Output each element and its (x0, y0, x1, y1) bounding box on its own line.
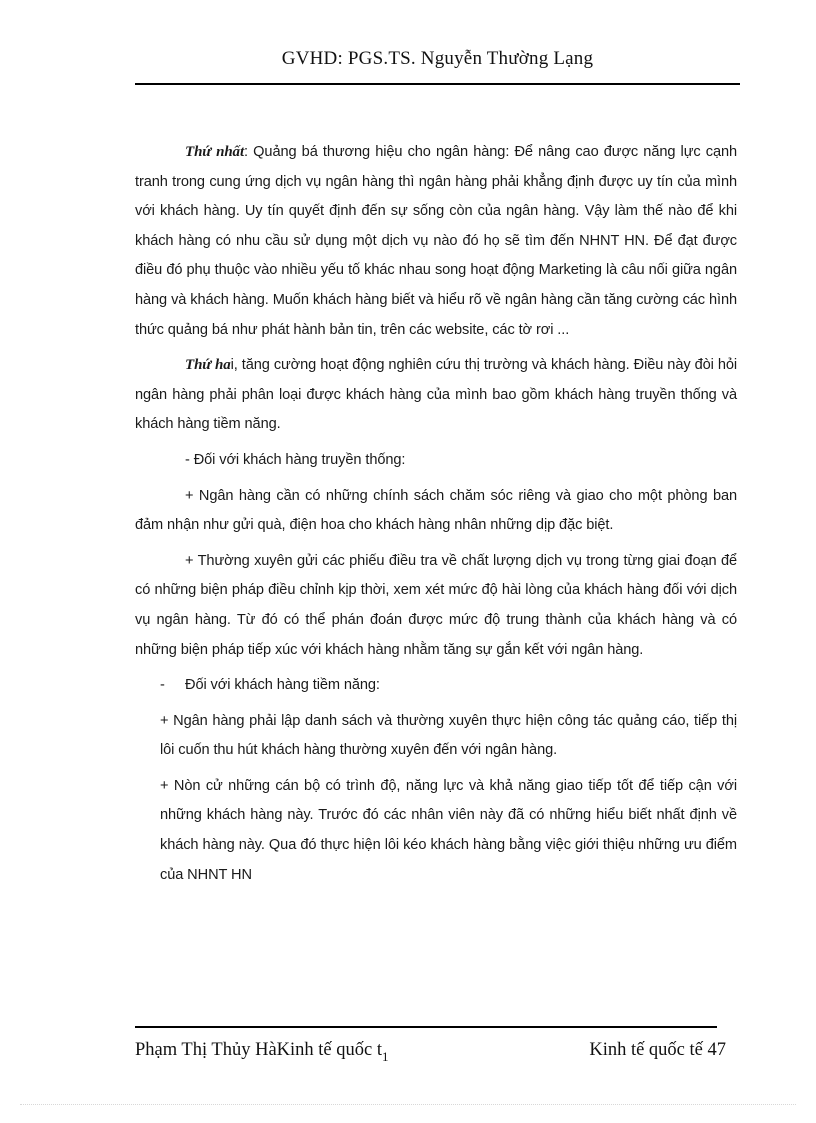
potential-customers-heading (135, 671, 737, 701)
traditional-item-2: + Thường xuyên gửi các phiếu điều tra về chất lượng dịch vụ trong từng giai đoạn để có những biện pháp điều chỉnh kịp thời, xem xét mức độ hài lòng của khách hàng đối với dịch vụ ngân hàng. Từ đó có thể phán đoán được mức độ trung thành của khách hàng và có những biện pháp tiếp xúc với khách hàng nhằm tăng sự gắn kết với ngân hàng. (135, 552, 737, 658)
traditional-item-1: + Ngân hàng cần có những chính sách chăm sóc riêng và giao cho một phòng ban đảm nhận như gửi quà, điện hoa cho khách hàng nhân những dịp đặc biệt. (135, 487, 737, 534)
footer-author-text: Phạm Thị Thủy HàKinh tế quốc t (135, 1040, 382, 1060)
paragraph-first-text: : Quảng bá thương hiệu cho ngân hàng: Để nâng cao được năng lực cạnh tranh trong cung ứng dịch vụ ngân hàng thì ngân hàng phải khẳng định được uy tín của mình với khách hàng. Uy tín quyết định đến sự sống còn của ngân hàng. Vậy làm thế nào để khi khách hàng có nhu cầu sử dụng một dịch vụ nào đó họ sẽ tìm đến NHNT HN. Để đạt được điều đó phụ thuộc vào nhiều yếu tố khác nhau song hoạt động Marketing là câu nối giữa ngân hàng và khách hàng. Muốn khách hàng biết và hiểu rõ về ngân hàng cần tăng cường các hình thức quảng bá như phát hành bản tin, trên các website, các tờ rơi ... (135, 144, 737, 338)
header-rule (135, 83, 740, 85)
document-body (135, 138, 737, 896)
lead-in-first: Thứ nhất (185, 144, 245, 160)
potential-item-1: + Ngân hàng phải lập danh sách và thường xuyên thực hiện công tác quảng cáo, tiếp thị lôi cuốn thu hút khách hàng thường xuyên đến với ngân hàng. (160, 712, 737, 759)
page-edge-divider (20, 1104, 796, 1105)
paragraph-second (135, 351, 737, 440)
lead-in-second: Thứ ha (185, 357, 231, 374)
footer-rule (135, 1026, 717, 1028)
potential-heading-text: Đối với khách hàng tiềm năng: (185, 677, 380, 694)
page-header-title: GVHD: PGS.TS. Nguyễn Thường Lạng (281, 48, 594, 69)
paragraph-first (135, 138, 737, 345)
footer-author (135, 1040, 389, 1065)
potential-item-2: + Nòn cử những cán bộ có trình độ, năng lực và khả năng giao tiếp tốt để tiếp cận với những khách hàng này. Trước đó các nhân viên này đã có những hiểu biết nhất định về khách hàng này. Qua đó thực hiện lôi kéo khách hàng bằng việc giới thiệu những ưu điểm của NHNT HN (160, 777, 737, 883)
dash-bullet: - (160, 677, 165, 694)
footer-author-subscript: 1 (382, 1049, 389, 1064)
potential-items (135, 707, 737, 891)
footer-page-label: Kinh tế quốc tế 47 (589, 1040, 726, 1060)
paragraph-second-text: i, tăng cường hoạt động nghiên cứu thị trường và khách hàng. Điều này đòi hỏi ngân hàng phải phân loại được khách hàng của mình bao gồm khách hàng truyền thống và khách hàng tiềm năng. (135, 357, 737, 433)
traditional-customers-heading: - Đối với khách hàng truyền thống: (185, 451, 406, 468)
